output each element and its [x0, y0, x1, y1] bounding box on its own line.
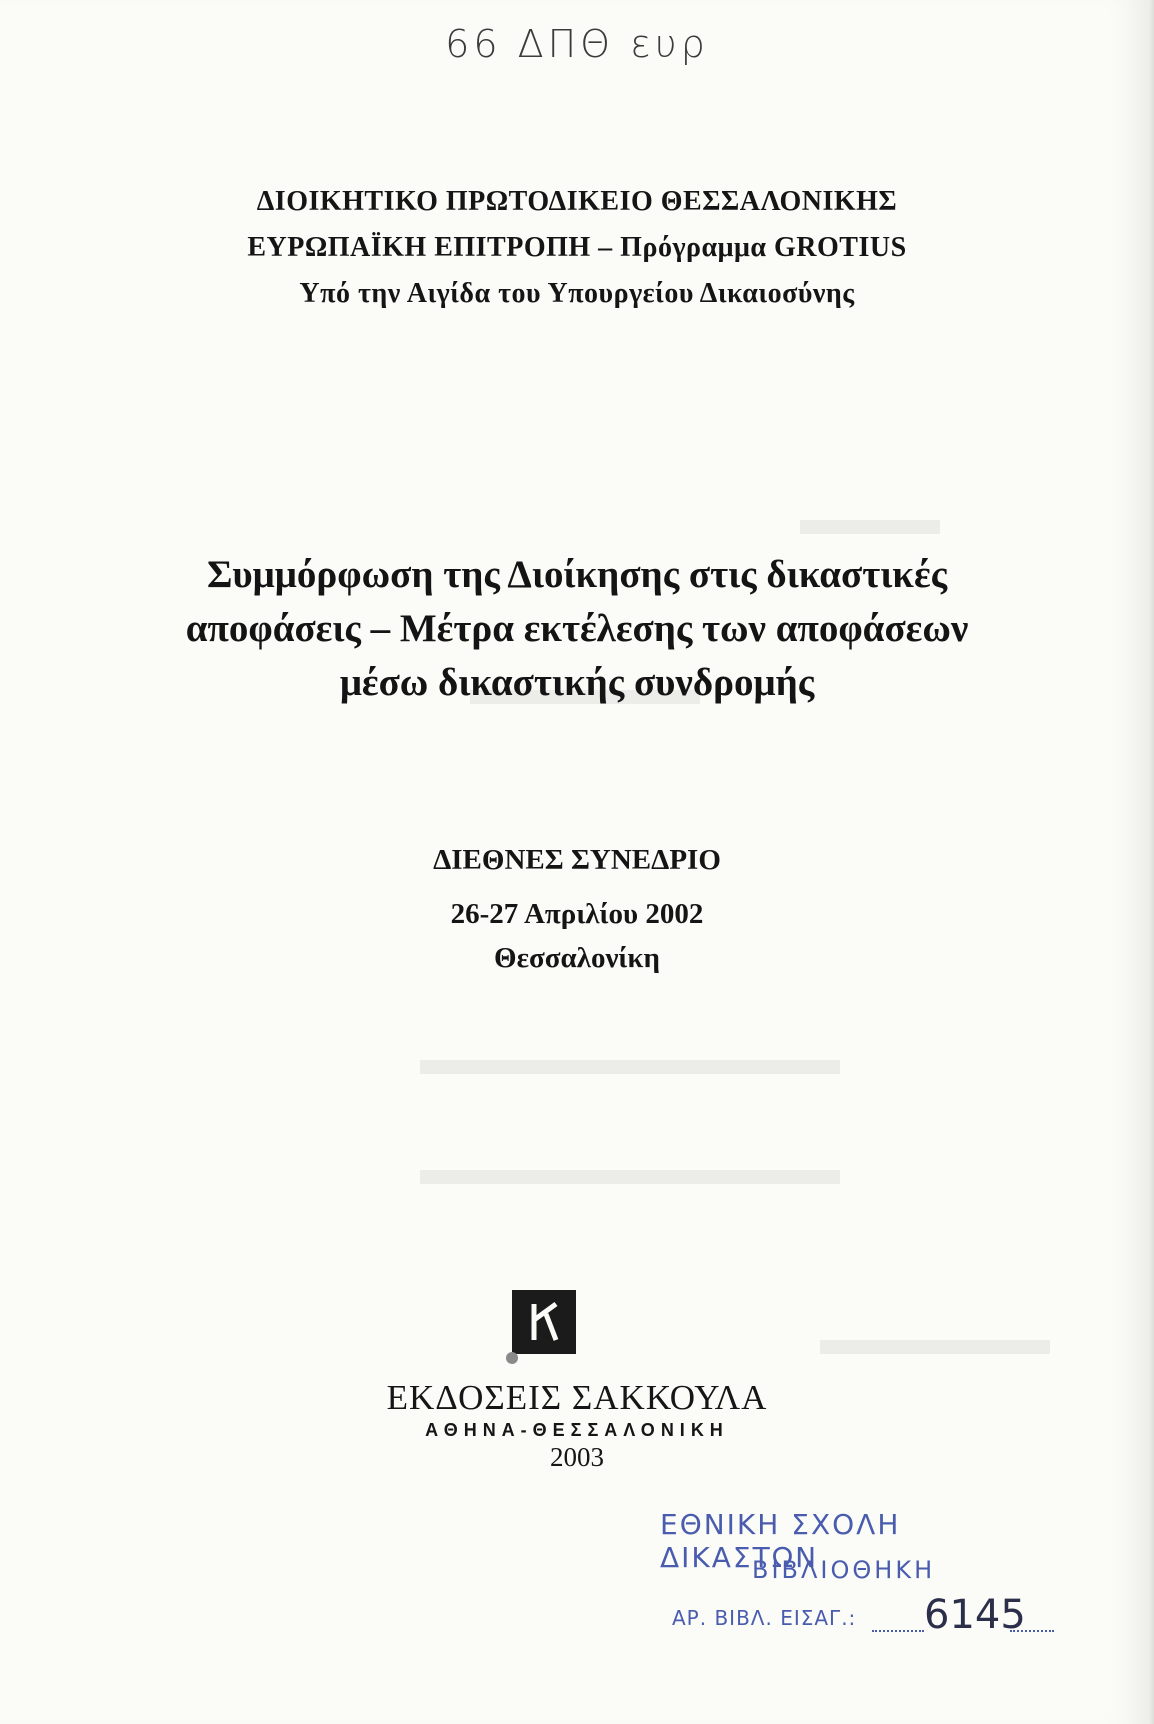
conference-city: Θεσσαλονίκη — [494, 942, 660, 974]
title-line-3: μέσω δικαστικής συνδρομής — [339, 661, 815, 704]
header-line-3: Υπό την Αιγίδα του Υπουργείου Δικαιοσύνης — [299, 278, 855, 309]
show-through-mark — [420, 1170, 840, 1184]
logo-dot — [506, 1352, 518, 1364]
stamp-line-3: ΑΡ. ΒΙΒΛ. ΕΙΣΑΓ.: — [672, 1606, 857, 1630]
title-line-2: αποφάσεις – Μέτρα εκτέλεσης των αποφάσεων — [185, 607, 969, 650]
show-through-mark — [420, 1060, 840, 1074]
sakkoulas-logo-icon — [512, 1290, 576, 1354]
publisher-cities: ΑΘΗΝΑ-ΘΕΣΣΑΛΟΝΙΚΗ — [425, 1420, 729, 1440]
publisher-name: ΕΚΔΟΣΕΙΣ ΣΑΚΚΟΥΛΑ — [386, 1378, 768, 1417]
stamp-line-1: ΕΘΝΙΚΗ ΣΧΟΛΗ ΔΙΚΑΣΤΩΝ — [660, 1508, 901, 1574]
stamp-line-2: ΒΙΒΛΙΟΘΗΚΗ — [752, 1556, 936, 1584]
stamp-dotted-line — [872, 1630, 924, 1632]
stamp-dotted-line — [1010, 1630, 1054, 1632]
show-through-mark — [800, 520, 940, 534]
conference-dates: 26-27 Απριλίου 2002 — [450, 898, 704, 930]
header-line-1: ΔΙΟΙΚΗΤΙΚΟ ΠΡΩΤΟΔΙΚΕΙΟ ΘΕΣΣΑΛΟΝΙΚΗΣ — [256, 186, 898, 217]
library-stamp — [660, 1508, 1060, 1658]
accession-number: 6145 — [924, 1592, 1026, 1638]
publication-year: 2003 — [550, 1442, 604, 1472]
title-line-1: Συμμόρφωση της Διοίκησης στις δικαστικές — [206, 553, 948, 596]
conference-name: ΔΙΕΘΝΕΣ ΣΥΝΕΔΡΙΟ — [433, 844, 721, 876]
show-through-mark — [820, 1340, 1050, 1354]
publisher-logo-icon — [512, 1290, 576, 1354]
header-line-2: ΕΥΡΩΠΑΪΚΗ ΕΠΙΤΡΟΠΗ – Πρόγραμμα GROTIUS — [247, 232, 907, 263]
handwritten-shelf-mark: 66 ΔΠΘ ευρ — [445, 22, 709, 66]
